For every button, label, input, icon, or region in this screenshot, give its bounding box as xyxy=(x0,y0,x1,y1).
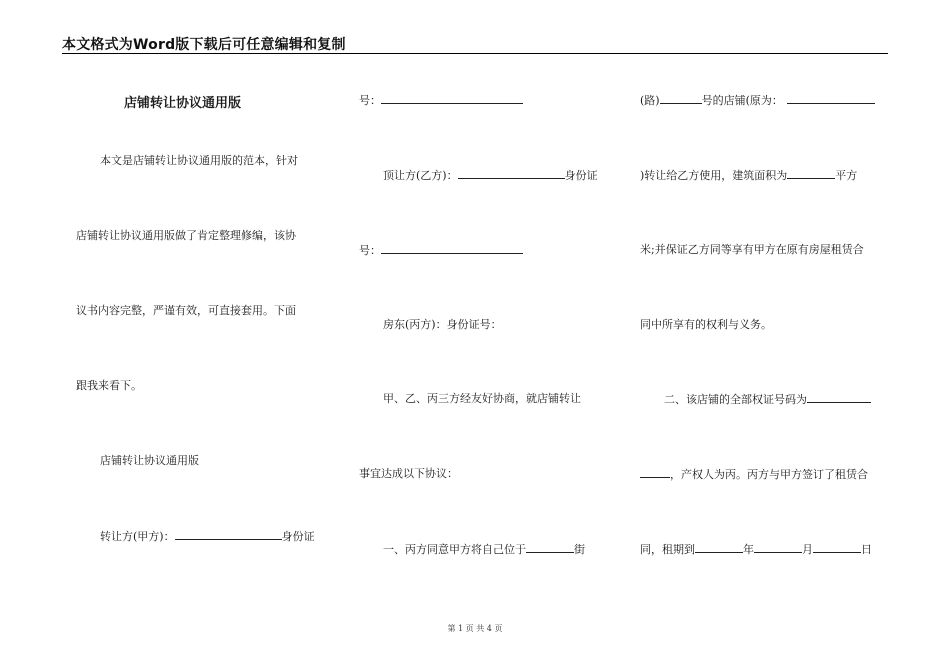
road-label: (路) xyxy=(640,94,660,107)
certificate-continue-blank xyxy=(640,467,670,478)
intro-line-4: 跟我来看下。 xyxy=(76,379,142,392)
agreement-line-2: 事宜达成以下协议： xyxy=(359,467,458,480)
document-header: 本文格式为Word版下载后可任意编辑和复制 xyxy=(62,37,346,53)
page-footer: 第 1 页 共 4 页 xyxy=(447,624,503,633)
id-number-label: 号： xyxy=(359,244,381,257)
landlord-line: 房东(丙方)：身份证号： xyxy=(383,318,502,331)
party-b-id-blank xyxy=(381,243,523,254)
id-number-label: 号： xyxy=(359,94,381,107)
agreement-subtitle: 店铺转让协议通用版 xyxy=(100,454,199,467)
clause-1-text: 一、丙方同意甲方将自己位于 xyxy=(383,543,526,556)
party-a-line xyxy=(100,529,315,544)
owner-text: ，产权人为丙。丙方与甲方签订了租赁合 xyxy=(670,468,868,481)
col3-line-2 xyxy=(640,168,857,183)
lease-text: 同，租期到 xyxy=(640,543,695,556)
shop-label: 号的店铺(原为： xyxy=(701,94,783,107)
id-number-line-1 xyxy=(359,93,523,108)
id-label: 身份证 xyxy=(564,169,598,182)
col3-line-1 xyxy=(640,93,875,108)
id-number-line-2 xyxy=(359,243,523,258)
area-blank xyxy=(787,168,835,179)
party-b-label: 顶让方(乙方)： xyxy=(383,169,458,182)
col3-line-4: 同中所享有的权利与义务。 xyxy=(640,318,772,331)
square-label: 平方 xyxy=(835,169,858,182)
street-blank xyxy=(526,542,574,553)
month-blank xyxy=(754,542,802,553)
intro-line-1: 本文是店铺转让协议通用版的范本，针对 xyxy=(100,154,298,167)
year-blank xyxy=(695,542,743,553)
col3-line-7 xyxy=(640,542,872,557)
day-blank xyxy=(813,542,861,553)
col3-line-3: 米;并保证乙方同等享有甲方在原有房屋租赁合 xyxy=(640,243,864,256)
party-a-name-blank xyxy=(175,529,282,540)
clause-1-line xyxy=(383,542,585,557)
header-rule xyxy=(62,53,888,54)
intro-line-3: 议书内容完整，严谨有效，可直接套用。下面 xyxy=(76,304,296,317)
party-a-label: 转让方(甲方)： xyxy=(100,530,175,543)
agreement-line-1: 甲、乙、丙三方经友好协商，就店铺转让 xyxy=(383,392,581,405)
party-a-id-blank xyxy=(381,93,523,104)
original-use-blank xyxy=(787,93,875,104)
clause-2-text: 二、该店铺的全部权证号码为 xyxy=(664,393,807,406)
certificate-number-blank xyxy=(807,392,871,403)
month-label: 月 xyxy=(802,543,813,556)
transfer-text: )转让给乙方使用，建筑面积为 xyxy=(640,169,788,182)
col3-line-6 xyxy=(640,467,868,482)
document-title: 店铺转让协议通用版 xyxy=(124,96,242,111)
col3-line-5 xyxy=(664,392,871,407)
year-label: 年 xyxy=(743,543,754,556)
id-label: 身份证 xyxy=(281,530,315,543)
day-label: 日 xyxy=(861,543,872,556)
intro-line-2: 店铺转让协议通用版做了肯定整理修编，该协 xyxy=(76,229,296,242)
road-number-blank xyxy=(660,93,702,104)
party-b-line xyxy=(383,168,598,183)
street-label: 街 xyxy=(574,543,585,556)
party-b-name-blank xyxy=(458,168,565,179)
